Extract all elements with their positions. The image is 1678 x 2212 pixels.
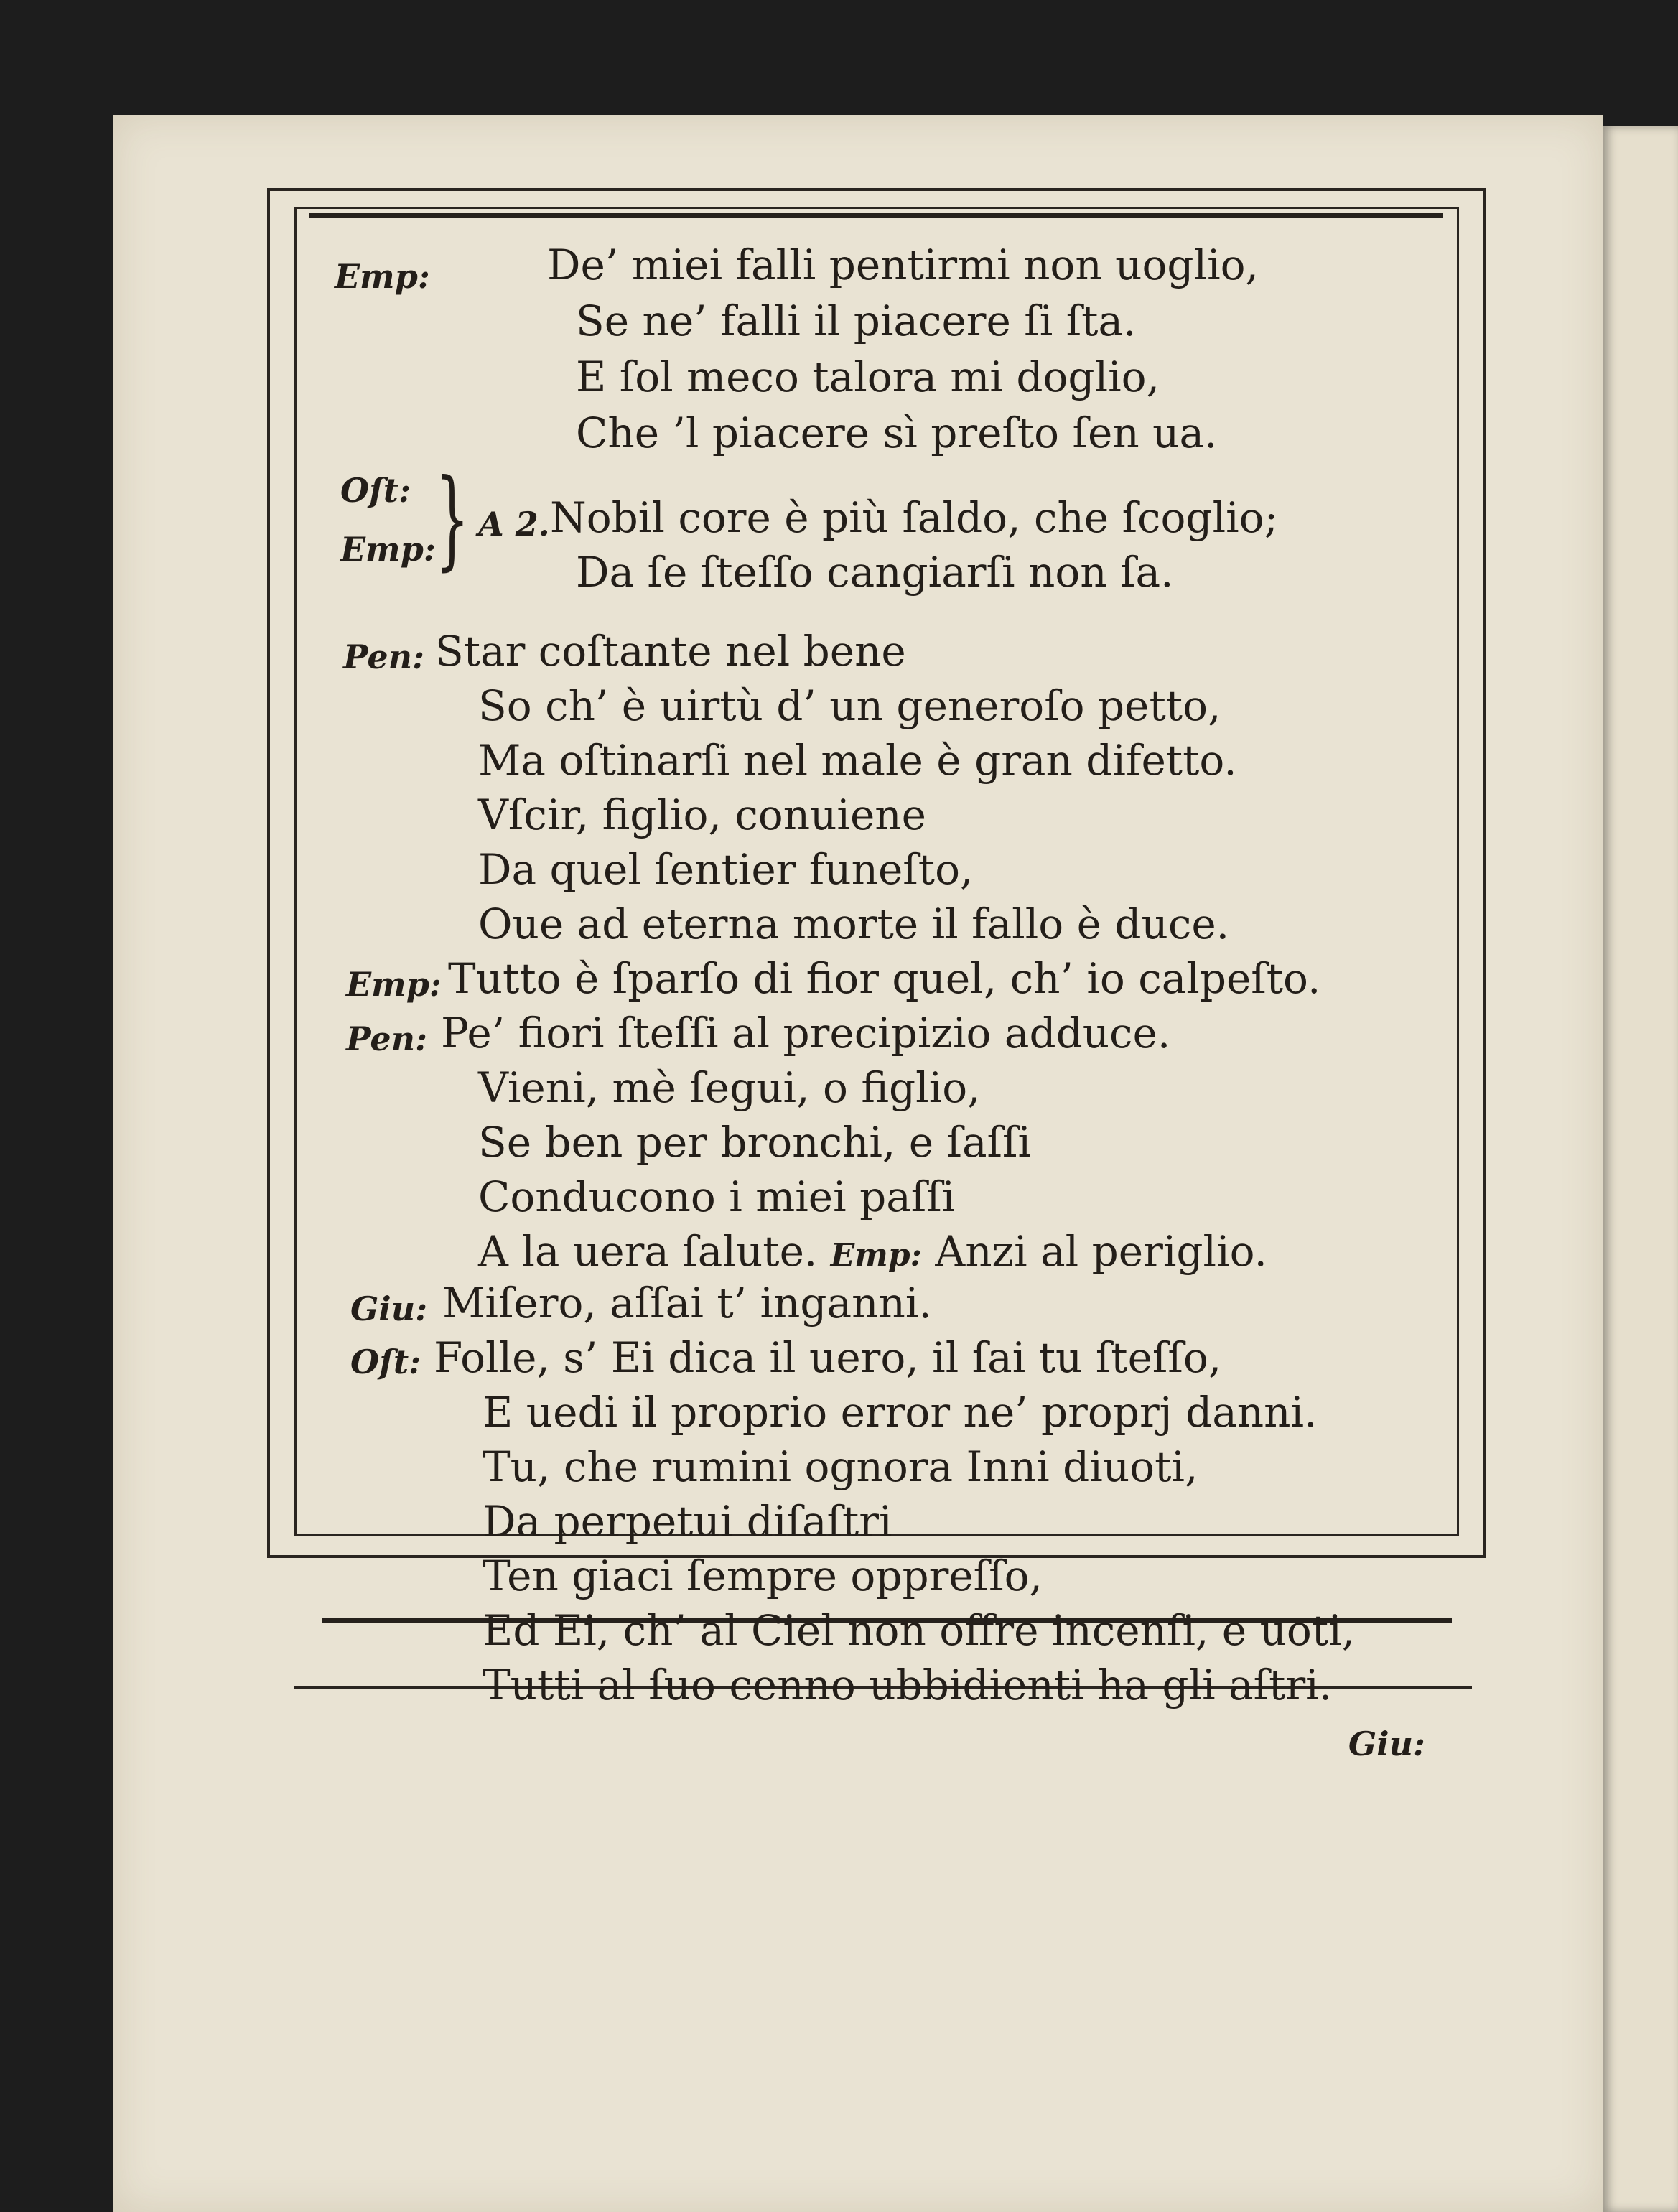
brace-icon: } [435,457,470,582]
speaker-label: Giu: [350,1289,428,1328]
verse-line: Pe’ fiori ſteſſi al precipizio adduce. [441,1009,1171,1058]
catchword: Giu: [1348,1725,1425,1763]
verse-text: A la uera ſalute. [478,1227,818,1276]
verse-line: Tu, che rumini ognora Inni diuoti, [483,1442,1198,1491]
verse-line: Nobil core è più ſaldo, che ſcoglio; [550,493,1279,542]
verse-line: Da ſe ſteſſo cangiarſi non ſa. [576,548,1174,597]
verse-line: De’ miei falli pentirmi non uoglio, [547,241,1259,289]
top-rule [309,213,1443,218]
speaker-label: Emp: [340,530,436,569]
verse-line: So ch’ è uirtù d’ un generoſo petto, [478,681,1221,730]
verse-line: Da perpetui diſaſtri [483,1497,892,1546]
speaker-label: Pen: [346,1019,428,1058]
verse-line: Tutti al ſuo cenno ubbidienti ha gli aſtri. [483,1661,1333,1709]
speaker-label: Emp: [335,257,430,296]
verse-line: Ed Ei, ch’ al Ciel non offre incenſi, e uoti, [483,1606,1356,1655]
verse-line: Ma oſtinarſi nel male è gran difetto. [478,736,1237,785]
verse-line: E ſol meco talora mi doglio, [576,353,1160,401]
verse-line: Oue ad eterna morte il fallo è duce. [478,900,1230,948]
duet-marker: A 2. [478,505,550,543]
speaker-label: Emp: [346,965,442,1004]
speaker-label: Oſt: [340,471,411,510]
verse-line: Se ne’ falli il piacere ſi ſta. [576,297,1137,345]
speaker-label: Oſt: [350,1343,421,1381]
speaker-label: Emp: [830,1237,922,1274]
verse-line: Ten giaci ſempre oppreſſo, [483,1551,1043,1600]
verse-line: E uedi il proprio error ne’ proprj danni. [483,1388,1318,1437]
verse-line: Vſcir, figlio, conuiene [478,790,926,839]
verse-line: Miſero, aſſai t’ inganni. [442,1279,932,1327]
speaker-label: Pen: [343,638,425,676]
verse-line: Star coſtante nel bene [435,627,906,676]
verse-line: Tutto è ſparſo di fior quel, ch’ io calpeſto. [448,954,1321,1003]
verse-line: Vieni, mè ſegui, o figlio, [478,1063,981,1112]
verse-text: Anzi al periglio. [935,1227,1267,1276]
verse-line: Se ben per bronchi, e ſaſſi [478,1118,1032,1167]
verse-line: Che ’l piacere sì preſto ſen ua. [576,409,1218,457]
verse-line [478,1227,1267,1276]
verse-line: Da quel ſentier funeſto, [478,845,974,894]
verse-line: Conducono i miei paſſi [478,1172,956,1221]
facing-page-edge [1603,126,1678,2212]
verse-line: Folle, s’ Ei dica il uero, il ſai tu ſteſſo, [434,1333,1222,1382]
